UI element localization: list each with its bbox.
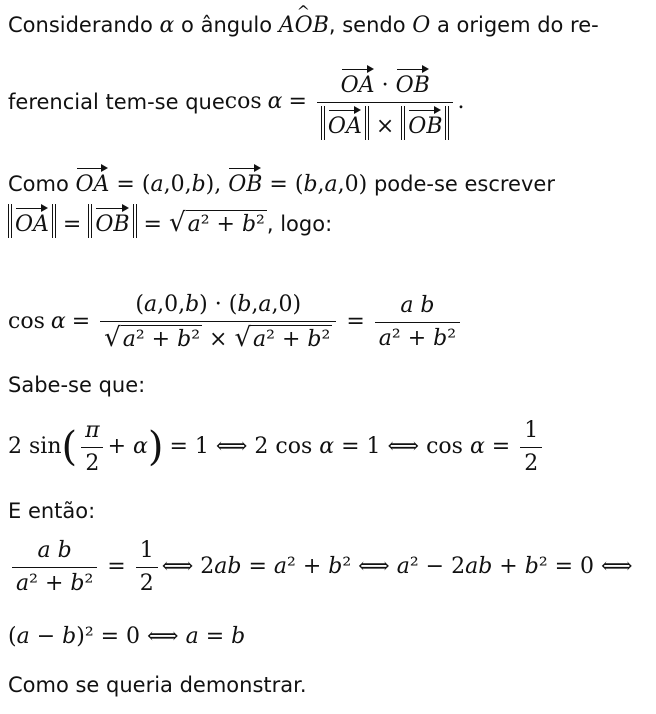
math-cos-alpha-formula: cos α = $\frac{OA \cdot OB}{OA \times OB}$ . [225,65,465,140]
paragraph-1-line-1 [8,12,599,39]
conclusion: Como se queria demonstrar. [8,673,307,697]
label-e-entao: E então: [8,499,96,523]
math-norm-equality: OA = OB = √ a² + b² [8,212,267,237]
text: ferencial tem-se que [8,90,225,114]
equation-final: (a − b)² = 0 ⟺ a = b [8,624,246,649]
math-angle-aob: A^ OB [279,13,329,38]
text: , logo: [266,212,333,236]
text: Como [8,172,76,196]
math-vector-oa: OA = (a,0,b), OB = (b,a,0) [76,172,368,197]
text: Considerando [8,13,160,37]
label-sabe-se: Sabe-se que: [8,373,146,397]
paragraph-2-line-2 [8,204,332,238]
text: o ângulo [174,13,279,37]
paragraph-2-line-1 [8,164,555,198]
math-alpha: α [159,13,175,38]
math-origin: O [412,13,431,38]
text: pode-se escrever [373,172,555,196]
paragraph-1-line-2 [8,52,464,152]
text: , sendo [328,13,413,37]
equation-sin: 2 sin ( $\frac{\pi}{2}$ + α ) = 1 ⟺ 2 cos α = 1 ⟺ cos α = $\frac{1}{2}$ [8,412,546,482]
equation-ab: $\frac{\text{a b}}{\text{a² + b²}}$ = $\frac{1}{2}$ ⟺ 2ab = a² + b² ⟺ a² − 2ab + b² = 0 ⟺ [8,532,633,602]
equation-cos-alpha: cos α = (a,0,b) · (b,a,0) √ a² + b² × √ a² + b² = $\frac{\text{a b}}{\text{a² + b²}}$ [8,282,464,362]
text: a origem do re- [430,13,599,37]
